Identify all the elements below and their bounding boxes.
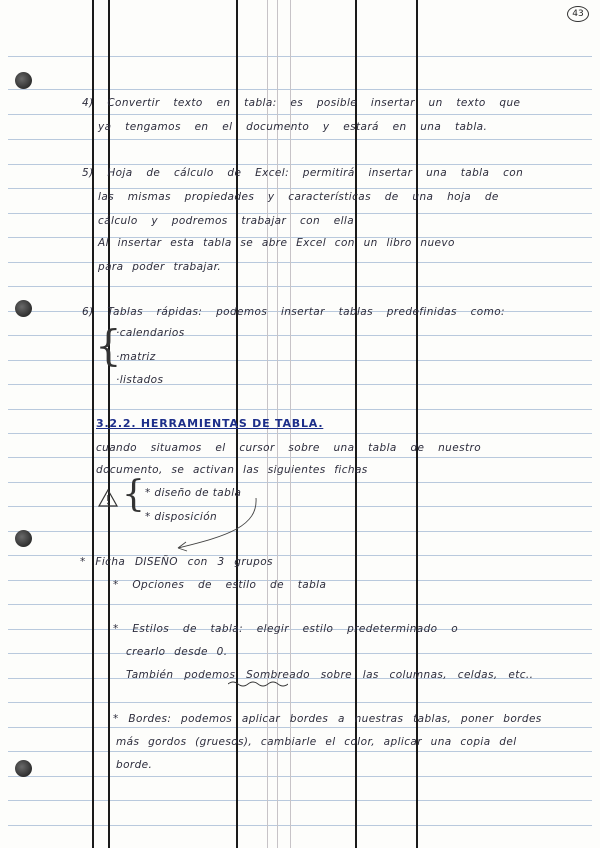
brace-mark: { — [95, 321, 122, 370]
page-number: 43 — [567, 6, 589, 22]
item6-option: ·matriz — [116, 351, 156, 363]
item5-line5: para poder trabajar. — [98, 261, 222, 273]
ficha-group3-line2: más gordos (gruesos), cambiarle el color, aplicar una copia del — [116, 736, 517, 748]
item6-line1: 6) Tablas rápidas: podemos insertar tablas predefinidas como: — [82, 306, 505, 318]
ficha-group2-line2: crearlo desde 0. — [126, 646, 228, 658]
binder-hole — [15, 530, 32, 547]
item6-option: ·listados — [116, 374, 164, 386]
section-intro-line1: cuando situamos el cursor sobre una tabla de nuestro — [96, 442, 482, 454]
tab-diseno: * diseño de tabla — [145, 487, 242, 499]
ficha-group3-line3: borde. — [116, 759, 153, 771]
section-intro-line2: documento, se activan las siguientes fichas — [96, 464, 368, 476]
brace-mark: { — [122, 474, 145, 515]
item6-option: ·calendarios — [116, 327, 185, 339]
squiggle-underline — [228, 680, 288, 688]
ficha-group3-line1: * Bordes: podemos aplicar bordes a nuestras tablas, poner bordes — [113, 713, 542, 725]
ficha-group2-line1: * Estilos de tabla: elegir estilo predeterminado o — [113, 623, 459, 635]
item5-line3: cálculo y podremos trabajar con ella — [98, 215, 355, 227]
binder-hole — [15, 760, 32, 777]
binder-hole — [15, 72, 32, 89]
binder-hole — [15, 300, 32, 317]
item5-line4: Al insertar esta tabla se abre Excel con un libro nuevo — [98, 237, 455, 249]
item5-line2: las mismas propiedades y características de una hoja de — [98, 191, 499, 203]
item5-line1: 5) Hoja de cálculo de Excel: permitirá insertar una tabla con — [82, 167, 524, 179]
section-heading: 3.2.2. HERRAMIENTAS DE TABLA. — [96, 417, 324, 430]
warning-triangle-icon — [97, 488, 119, 508]
ficha-group2-line3: También podemos Sombreado sobre las columnas, celdas, etc.. — [126, 669, 534, 681]
tab-disposicion: * disposición — [145, 511, 218, 523]
item4-line1: 4) Convertir texto en tabla: es posible insertar un texto que — [82, 97, 521, 109]
annotation-arrow — [168, 496, 263, 554]
item4-line2: ya tengamos en el documento y estará en una tabla. — [98, 121, 488, 133]
ficha-title: * Ficha DISEÑO con 3 grupos — [80, 556, 273, 568]
ficha-group1: * Opciones de estilo de tabla — [113, 579, 327, 591]
